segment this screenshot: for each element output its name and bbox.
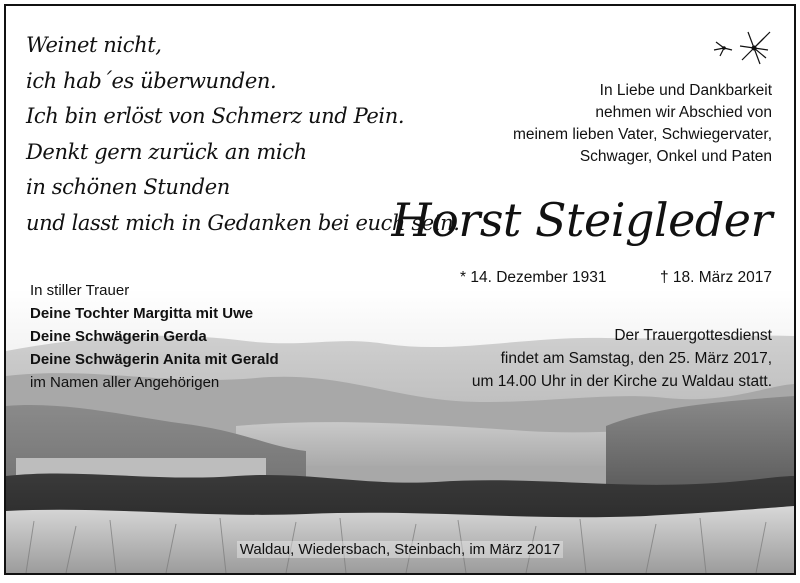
poem-line: ich hab´es überwunden. (26, 68, 277, 93)
service-line: findet am Samstag, den 25. März 2017, (500, 350, 772, 367)
mourner-name: Deine Schwägerin Anita mit Gerald (30, 351, 279, 368)
service-line: um 14.00 Uhr in der Kirche zu Waldau statt. (471, 373, 772, 390)
poem-line: in schönen Stunden (26, 175, 230, 199)
mourners-block (30, 279, 279, 394)
poem-line: und lasst mich in Gedanken bei euch sein. (26, 210, 460, 235)
obituary-notice (4, 4, 796, 575)
birth-date: * 14. Dezember 1931 (460, 269, 607, 286)
intro-line: meinem lieben Vater, Schwiegervater, (512, 126, 772, 143)
intro-line: nehmen wir Abschied von (595, 104, 772, 121)
intro-line: Schwager, Onkel und Paten (579, 148, 772, 165)
mourner-name: Deine Tochter Margitta mit Uwe (30, 305, 254, 322)
deceased-name: Horst Steigleder (391, 193, 772, 247)
farewell-intro (513, 80, 772, 168)
poem-line: Ich bin erlöst von Schmerz und Pein. (26, 104, 405, 128)
service-info (472, 324, 772, 393)
mourner-name: Deine Schwägerin Gerda (30, 328, 207, 345)
death-date: † 18. März 2017 (659, 269, 772, 286)
service-line: Der Trauergottesdienst (614, 327, 772, 344)
footer-text: Waldau, Wiedersbach, Steinbach, im März 2017 (237, 541, 563, 558)
poem-line: Weinet nicht, (26, 33, 162, 57)
dandelion-seeds-icon (712, 26, 772, 66)
mourners-closing: im Namen aller Angehörigen (30, 374, 220, 391)
place-date-footer (6, 541, 794, 558)
poem-line: Denkt gern zurück an mich (26, 139, 307, 164)
mourners-lead: In stiller Trauer (30, 282, 130, 299)
intro-line: In Liebe und Dankbarkeit (599, 82, 772, 99)
